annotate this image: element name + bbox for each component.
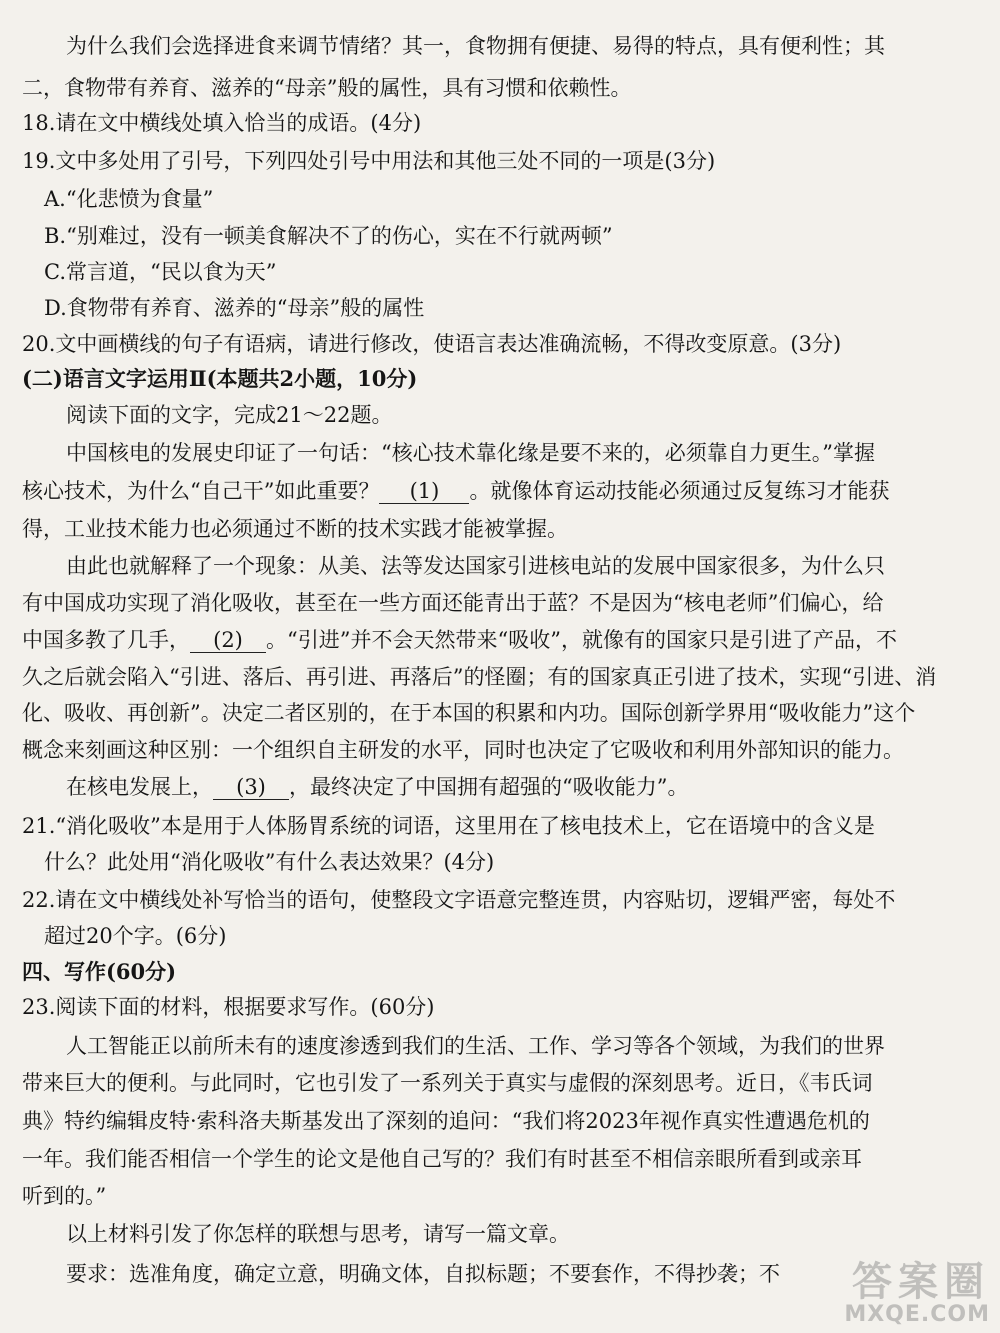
material-line: 典》特约编辑皮特·索科洛夫斯基发出了深刻的追问：“我们将2023年视作真实性遭遇危机的	[22, 1109, 870, 1133]
passage-line	[0, 771, 1000, 803]
passage-line: 中国核电的发展史印证了一句话：“核心技术靠化缘是要不来的，必须靠自力更生。”掌握	[66, 441, 875, 465]
material-line: 听到的。”	[22, 1184, 107, 1208]
passage-line	[0, 475, 1000, 507]
passage-text: 中国多教了几手，	[22, 628, 190, 652]
question-18: 18.请在文中横线处填入恰当的成语。(4分)	[22, 111, 422, 135]
passage-line: 得，工业技术能力也必须通过不断的技术实践才能被掌握。	[22, 517, 568, 541]
prompt-line: 以上材料引发了你怎样的联想与思考，请写一篇文章。	[66, 1222, 570, 1246]
watermark	[844, 1261, 990, 1327]
question-22: 22.请在文中横线处补写恰当的语句，使整段文字语意完整连贯，内容贴切，逻辑严密，每处不	[22, 888, 896, 912]
passage-text: 核心技术，为什么“自己干”如此重要？	[22, 479, 380, 503]
option-d: D.食物带有养育、滋养的“母亲”般的属性	[44, 296, 425, 320]
option-c: C.常言道，“民以食为天”	[44, 260, 277, 284]
option-b: B.“别难过，没有一顿美食解决不了的伤心，实在不行就两顿”	[44, 224, 613, 248]
question-19: 19.文中多处用了引号，下列四处引号中用法和其他三处不同的一项是(3分)	[22, 149, 716, 173]
watermark-url: MXQE.COM	[844, 1302, 990, 1327]
requirement-line: 要求：选准角度，确定立意，明确文体，自拟标题；不要套作，不得抄袭；不	[66, 1262, 780, 1286]
question-20: 20.文中画横线的句子有语病，请进行修改，使语言表达准确流畅，不得改变原意。(3分)	[22, 332, 842, 356]
paragraph-line: 为什么我们会选择进食来调节情绪？其一，食物拥有便捷、易得的特点，具有便利性；其	[66, 34, 885, 58]
answer-blank-1: (1)	[379, 479, 469, 504]
passage-line: 由此也就解释了一个现象：从美、法等发达国家引进核电站的发展中国家很多，为什么只	[66, 554, 885, 578]
material-line: 人工智能正以前所未有的速度渗透到我们的生活、工作、学习等各个领域，为我们的世界	[66, 1034, 885, 1058]
passage-text: 。“引进”并不会天然带来“吸收”，就像有的国家只是引进了产品，不	[266, 628, 897, 652]
paragraph-line: 二，食物带有养育、滋养的“母亲”般的属性，具有习惯和依赖性。	[22, 76, 632, 100]
passage-line: 久之后就会陷入“引进、落后、再引进、再落后”的怪圈；有的国家真正引进了技术，实现“引进、消	[22, 665, 937, 689]
passage-line	[0, 624, 1000, 656]
question-22-cont: 超过20个字。(6分)	[44, 924, 227, 948]
passage-text: ，最终决定了中国拥有超强的“吸收能力”。	[289, 775, 689, 799]
answer-blank-2: (2)	[190, 628, 266, 653]
question-21: 21.“消化吸收”本是用于人体肠胃系统的词语，这里用在了核电技术上，它在语境中的含义是	[22, 814, 875, 838]
material-line: 带来巨大的便利。与此同时，它也引发了一系列关于真实与虚假的深刻思考。近日，《韦氏词	[22, 1071, 873, 1095]
passage-line: 有中国成功实现了消化吸收，甚至在一些方面还能青出于蓝？不是因为“核电老师”们偏心，给	[22, 591, 884, 615]
section-heading: (二)语言文字运用Ⅱ(本题共2小题，10分)	[22, 366, 418, 391]
passage-line: 概念来刻画这种区别：一个组织自主研发的水平，同时也决定了它吸收和利用外部知识的能力。	[22, 738, 904, 762]
watermark-logo-text: 答案圈	[852, 1259, 990, 1305]
material-line: 一年。我们能否相信一个学生的论文是他自己写的？我们有时甚至不相信亲眼所看到或亲耳	[22, 1147, 862, 1171]
passage-text: 在核电发展上，	[66, 775, 213, 799]
section-heading: 四、写作(60分)	[22, 959, 177, 984]
passage-text: 。就像体育运动技能必须通过反复练习才能获	[469, 479, 890, 503]
passage-line: 化、吸收、再创新”。决定二者区别的，在于本国的积累和内功。国际创新学界用“吸收能力”这个	[22, 701, 916, 725]
question-21-cont: 什么？此处用“消化吸收”有什么表达效果？(4分)	[44, 850, 495, 874]
answer-blank-3: (3)	[213, 775, 289, 800]
question-23: 23.阅读下面的材料，根据要求写作。(60分)	[22, 995, 435, 1019]
instruction-line: 阅读下面的文字，完成21～22题。	[66, 403, 393, 427]
option-a: A.“化悲愤为食量”	[44, 187, 214, 211]
